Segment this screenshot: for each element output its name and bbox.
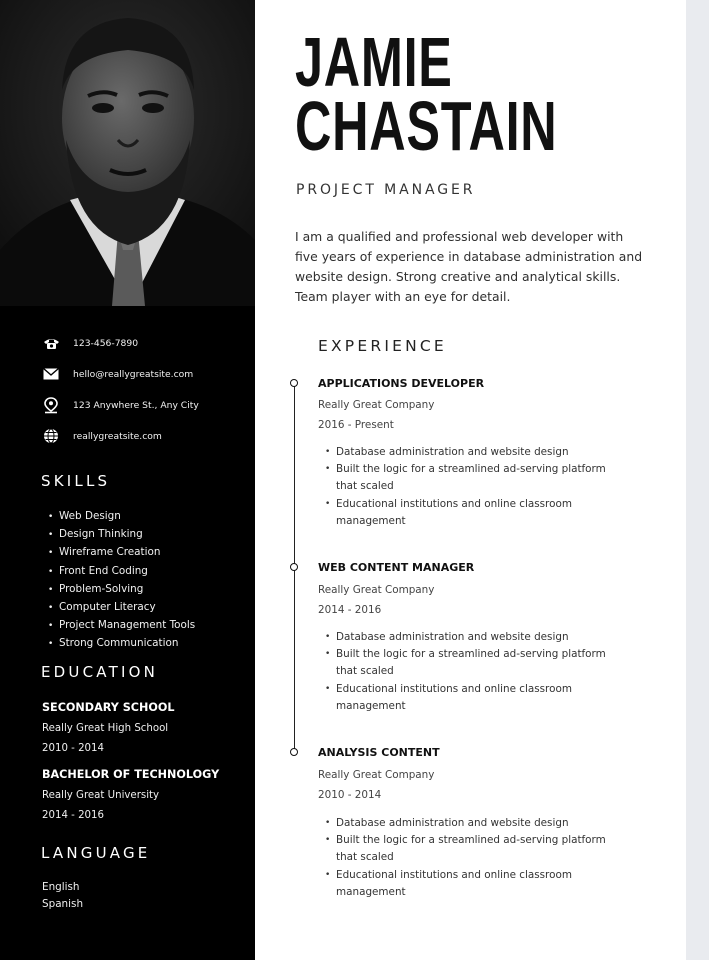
skills-list [48, 508, 195, 654]
job-role: ANALYSIS CONTENT [318, 746, 440, 759]
contact-email [42, 364, 242, 384]
list-item: • Educational institutions and online classroom management [325, 867, 625, 901]
contact-phone [42, 333, 242, 353]
job-bullets [325, 815, 625, 901]
job-bullets [325, 629, 625, 715]
globe-icon [42, 427, 60, 445]
education-heading: EDUCATION [41, 663, 158, 681]
job-title: PROJECT MANAGER [296, 182, 476, 198]
list-item: • Educational institutions and online classroom management [325, 496, 625, 530]
list-item: • Computer Literacy [48, 599, 195, 617]
experience-heading: EXPERIENCE [318, 337, 447, 355]
timeline-dot [290, 748, 298, 756]
name-first: JAMIE [295, 23, 453, 101]
summary: I am a qualified and professional web developer with five years of experience in database administration and website design. Strong creative and analytical skills. Team player with an eye for detail. [295, 229, 643, 304]
education-school: Really Great High School [42, 723, 169, 734]
list-item: • Web Design [48, 508, 195, 526]
contact-text: reallygreatsite.com [73, 430, 162, 442]
job-dates: 2010 - 2014 [318, 789, 382, 801]
job-dates: 2014 - 2016 [318, 604, 382, 616]
list-item: • Strong Communication [48, 635, 195, 653]
mail-icon [42, 365, 60, 383]
list-item: • Built the logic for a streamlined ad-serving platform that scaled [325, 646, 625, 680]
list-item: • Database administration and website design [325, 444, 625, 461]
list-item: • Wireframe Creation [48, 544, 195, 562]
job-company: Really Great Company [318, 584, 435, 596]
sidebar [0, 0, 255, 960]
education-degree: SECONDARY SCHOOL [42, 701, 175, 714]
job-bullets [325, 444, 625, 530]
job-company: Really Great Company [318, 399, 435, 411]
language-item: Spanish [42, 898, 84, 910]
list-item: • Design Thinking [48, 526, 195, 544]
contact-text: 123 Anywhere St., Any City [73, 399, 199, 411]
list-item: • Built the logic for a streamlined ad-serving platform that scaled [325, 461, 625, 495]
job-role: WEB CONTENT MANAGER [318, 561, 475, 574]
education-school: Really Great University [42, 790, 160, 801]
education-years: 2014 - 2016 [42, 810, 105, 821]
timeline-dot [290, 379, 298, 387]
education-degree: BACHELOR OF TECHNOLOGY [42, 768, 220, 781]
job-dates: 2016 - Present [318, 419, 394, 431]
language-heading: LANGUAGE [41, 844, 151, 862]
language-item: English [42, 881, 80, 893]
list-item: • Problem-Solving [48, 581, 195, 599]
list-item: • Built the logic for a streamlined ad-serving platform that scaled [325, 832, 625, 866]
phone-icon [42, 334, 60, 352]
job-company: Really Great Company [318, 769, 435, 781]
list-item: • Front End Coding [48, 563, 195, 581]
contact-text: 123-456-7890 [73, 337, 139, 349]
profile-photo [0, 0, 255, 306]
list-item: • Database administration and website design [325, 815, 625, 832]
contact-website [42, 426, 242, 446]
name-last: CHASTAIN [295, 87, 558, 165]
timeline-dot [290, 563, 298, 571]
list-item: • Project Management Tools [48, 617, 195, 635]
list-item: • Educational institutions and online classroom management [325, 681, 625, 715]
contact-address [42, 395, 242, 415]
list-item: • Database administration and website design [325, 629, 625, 646]
education-years: 2010 - 2014 [42, 743, 105, 754]
location-pin-icon [42, 396, 60, 414]
contact-text: hello@reallygreatsite.com [73, 368, 194, 380]
job-role: APPLICATIONS DEVELOPER [318, 377, 485, 390]
skills-heading: SKILLS [41, 472, 111, 490]
